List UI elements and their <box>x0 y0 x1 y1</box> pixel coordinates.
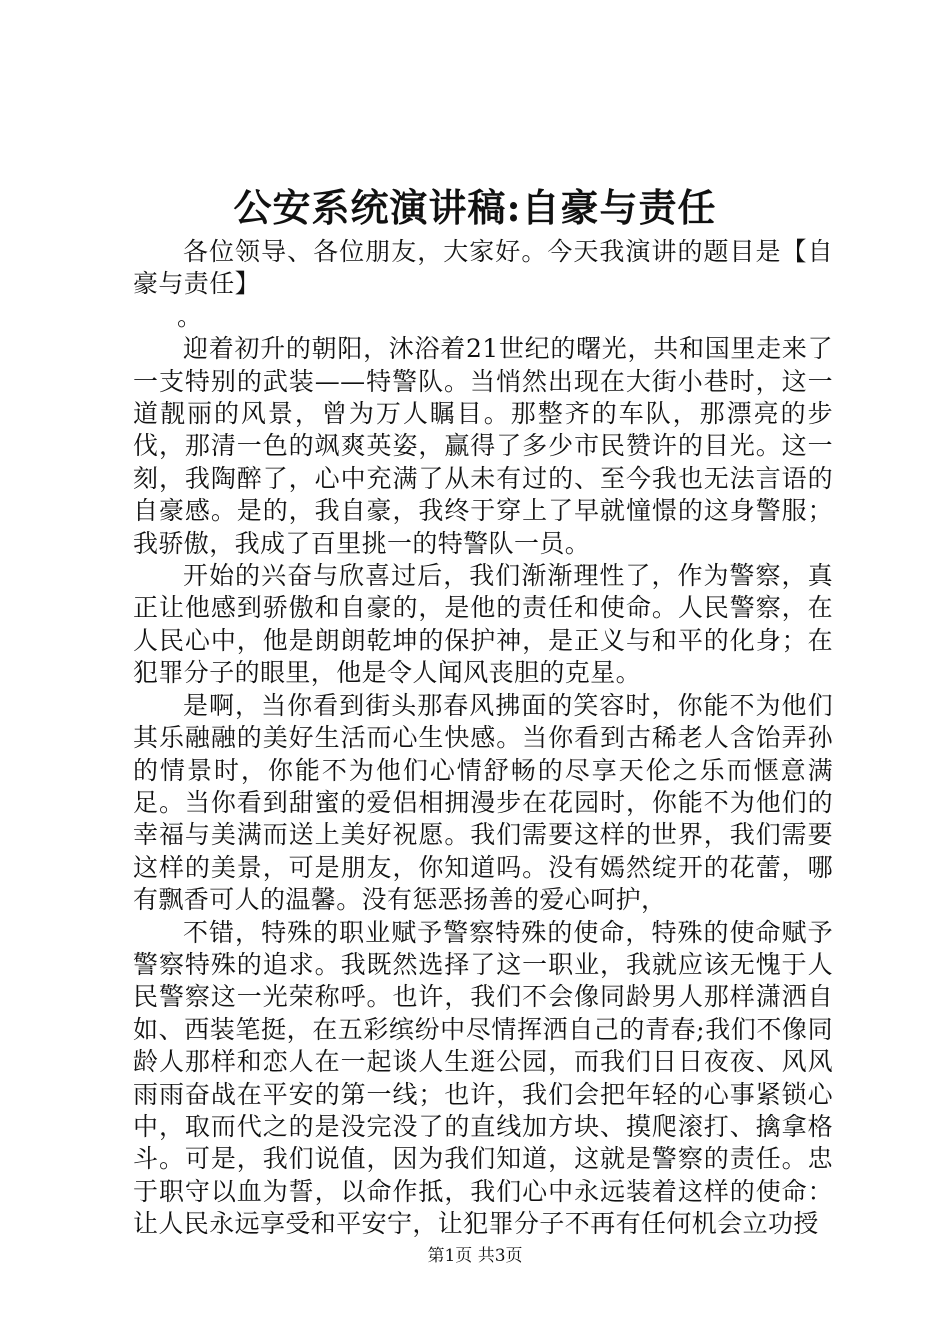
paragraph-happiness: 是啊，当你看到街头那春风拂面的笑容时，你能不为他们其乐融融的美好生活而心生快感。当你看到古稀老人含饴弄孙的情景时，你能不为他们心情舒畅的尽享天伦之乐而惬意满足。当你看到甜蜜的爱侣相拥漫步在花园时，你能不为他们的幸福与美满而送上美好祝愿。我们需要这样的世界，我们需要这样的美景，可是朋友，你知道吗。没有嫣然绽开的花蕾，哪有飘香可人的温馨。没有惩恶扬善的爱心呵护， <box>133 690 833 915</box>
page-number-footer: 第1页 共3页 <box>427 1246 523 1266</box>
paragraph-greeting: 各位领导、各位朋友，大家好。今天我演讲的题目是【自豪与责任】 <box>133 237 833 299</box>
document-body <box>133 236 833 1241</box>
document-title: 公安系统演讲稿:自豪与责任 <box>233 185 717 230</box>
paragraph-mission: 不错，特殊的职业赋予警察特殊的使命，特殊的使命赋予警察特殊的追求。我既然选择了这一职业，我就应该无愧于人民警察这一光荣称呼。也许，我们不会像同龄男人那样潇洒自如、西装笔挺，在五彩缤纷中尽情挥洒自己的青春;我们不像同龄人那样和恋人在一起谈人生逛公园，而我们日日夜夜、风风雨雨奋战在平安的第一线；也许，我们会把年轻的心事紧锁心中，取而代之的是没完没了的直线加方块、摸爬滚打、擒拿格斗。可是，我们说值，因为我们知道，这就是警察的责任。忠于职守以血为誓，以命作抵，我们心中永远装着这样的使命：让人民永远享受和平安宁，让犯罪分子不再有任何机会立功授 <box>133 917 833 1239</box>
paragraph-responsibility: 开始的兴奋与欣喜过后，我们渐渐理性了，作为警察，真正让他感到骄傲和自豪的，是他的责任和使命。人民警察，在人民心中，他是朗朗乾坤的保护神，是正义与和平的化身；在犯罪分子的眼里，他是令人闻风丧胆的克星。 <box>133 561 833 688</box>
paragraph-period: 。 <box>177 301 203 331</box>
paragraph-special-police: 迎着初升的朝阳，沐浴着21世纪的曙光，共和国里走来了一支特别的武装——特警队。当悄然出现在大街小巷时，这一道靓丽的风景，曾为万人瞩目。那整齐的车队，那漂亮的步伐，那清一色的飒爽英姿，赢得了多少市民赞许的目光。这一刻，我陶醉了，心中充满了从未有过的、至今我也无法言语的自豪感。是的，我自豪，我终于穿上了早就憧憬的这身警服；我骄傲，我成了百里挑一的特警队一员。 <box>133 334 833 558</box>
